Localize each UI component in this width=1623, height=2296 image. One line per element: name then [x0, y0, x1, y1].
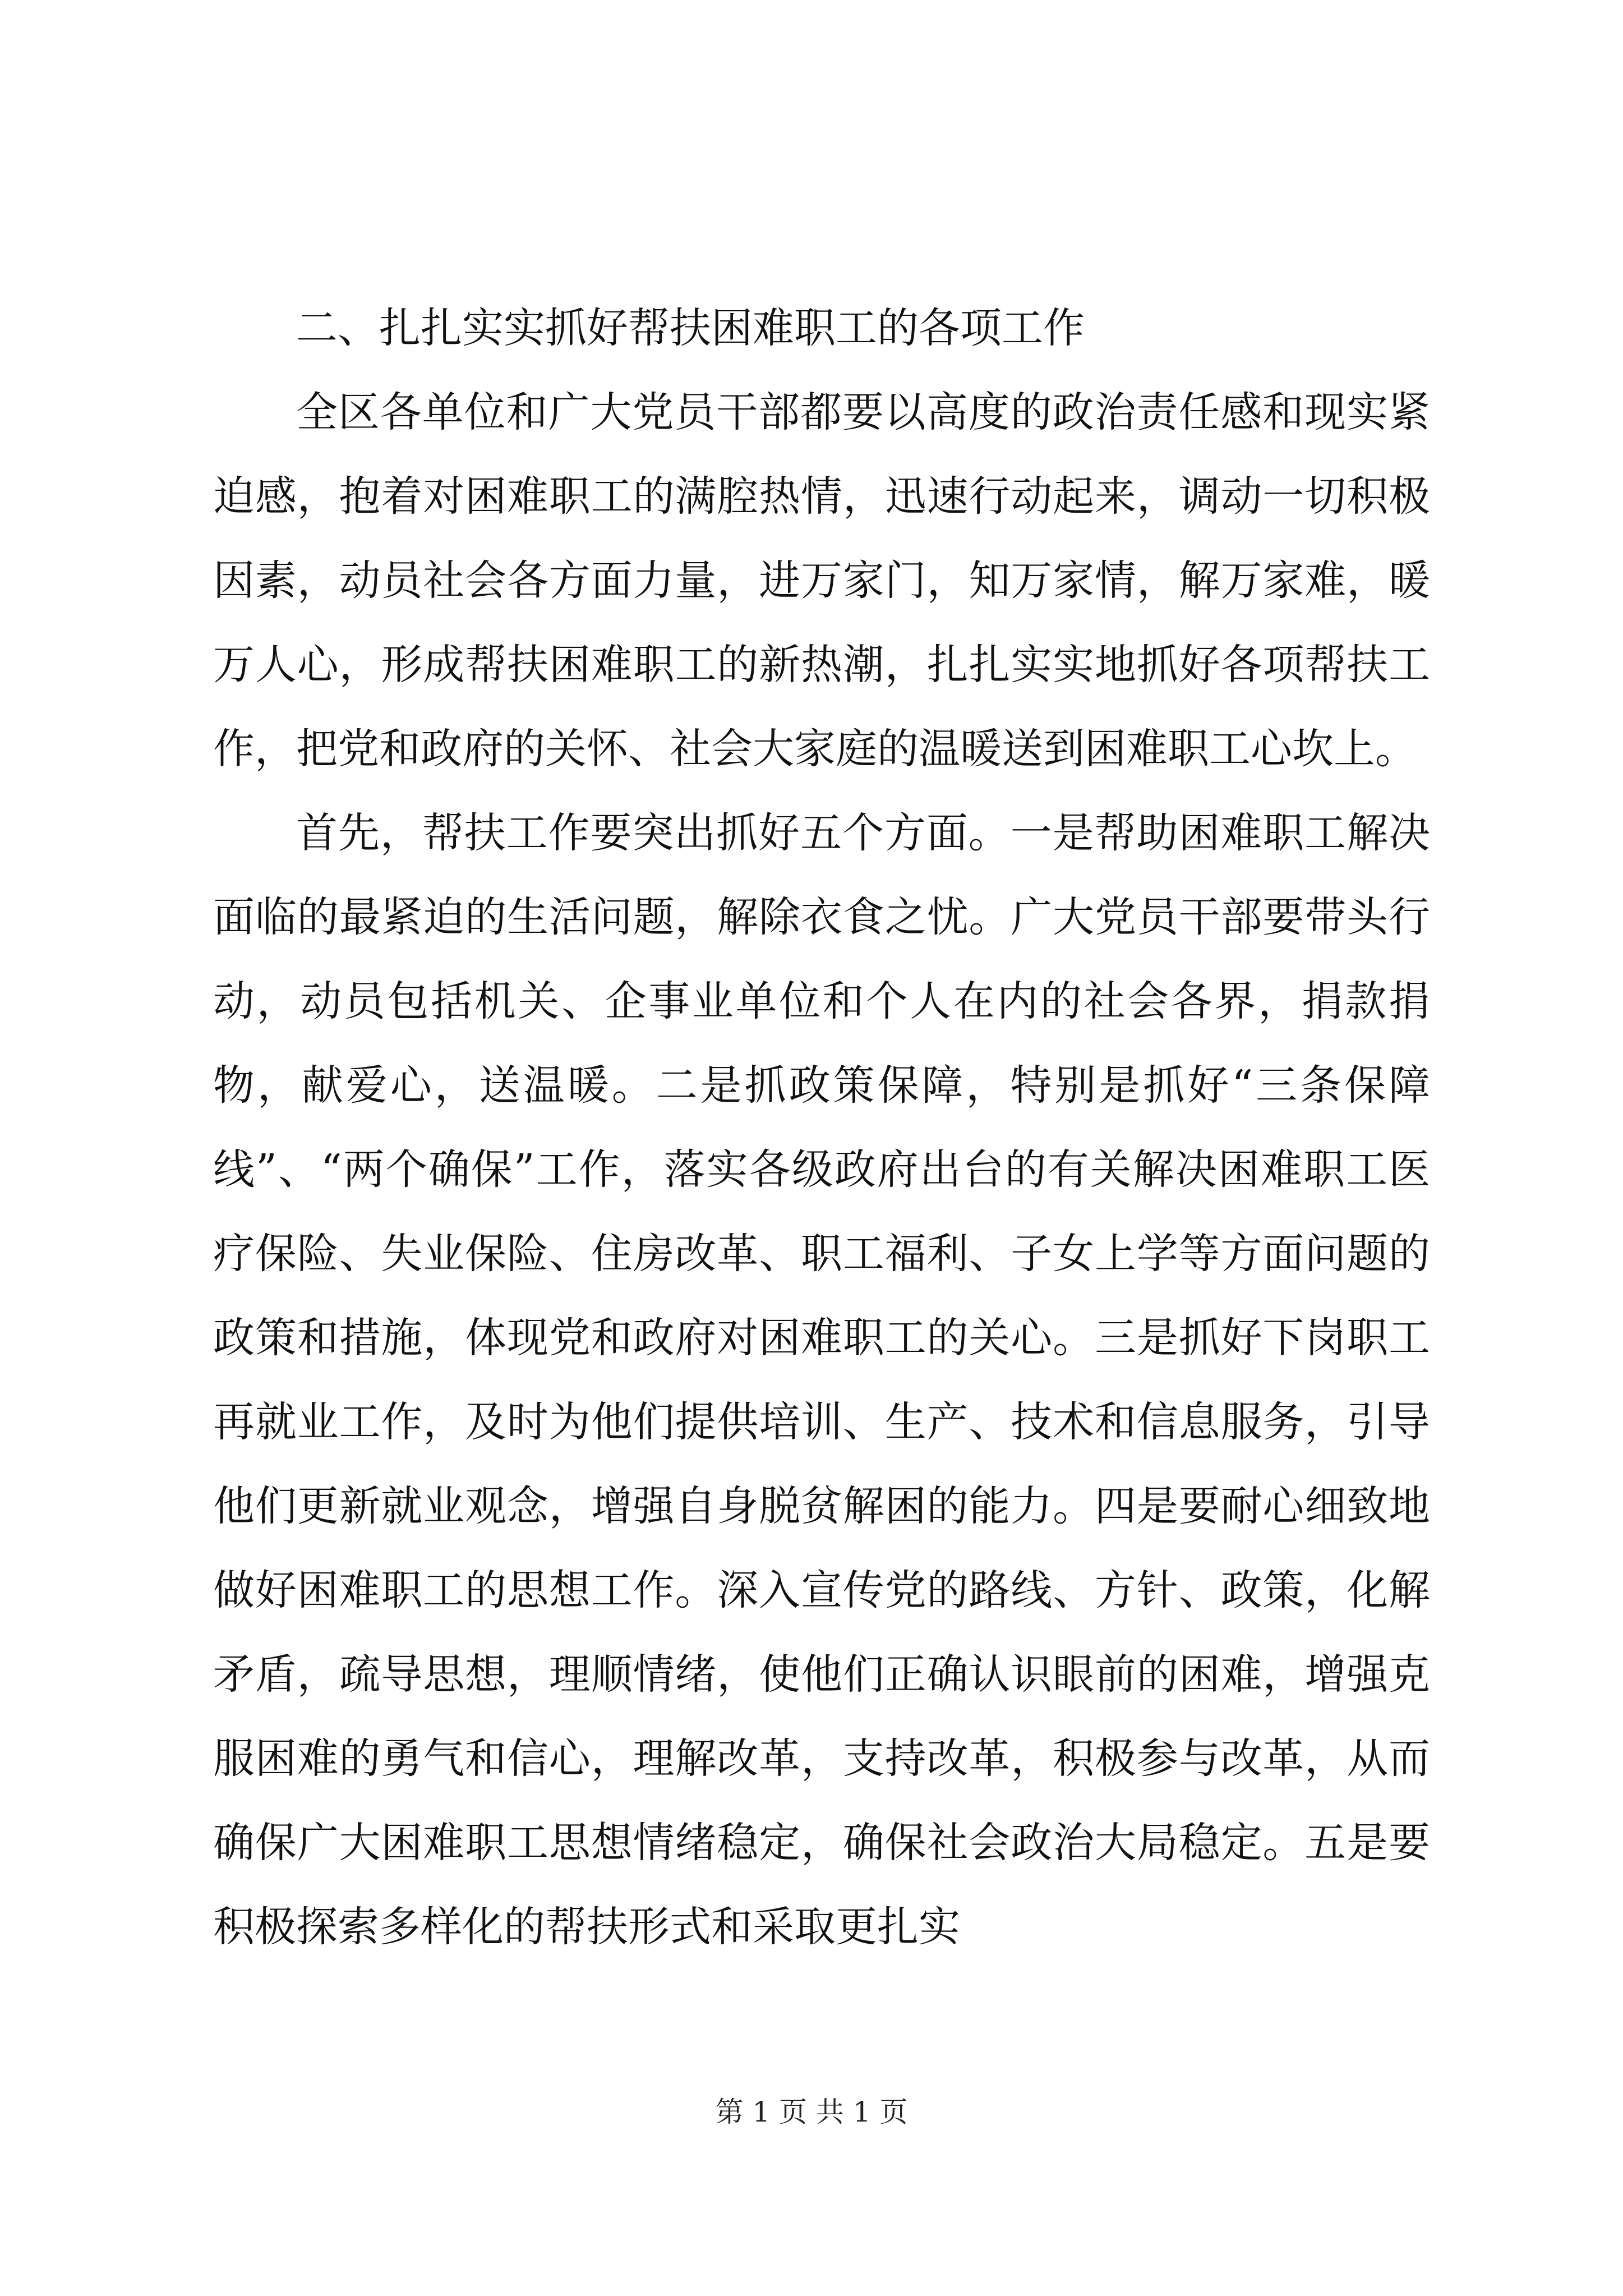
document-body: [213, 286, 1430, 1969]
page-footer: 第 1 页 共 1 页: [715, 2096, 908, 2128]
paragraph-2: 首先，帮扶工作要突出抓好五个方面。一是帮助困难职工解决面临的最紧迫的生活问题，解除衣食之忧。广大党员干部要带头行动，动员包括机关、企事业单位和个人在内的社会各界，捐款捐物，献爱心，送温暖。二是抓政策保障，特别是抓好“三条保障线”、“两个确保”工作，落实各级政府出台的有关解决困难职工医疗保险、失业保险、住房改革、职工福利、子女上学等方面问题的政策和措施，体现党和政府对困难职工的关心。三是抓好下岗职工再就业工作，及时为他们提供培训、生产、技术和信息服务，引导他们更新就业观念，增强自身脱贫解困的能力。四是要耐心细致地做好困难职工的思想工作。深入宣传党的路线、方针、政策，化解矛盾，疏导思想，理顺情绪，使他们正确认识眼前的困难，增强克服困难的勇气和信心，理解改革，支持改革，积极参与改革，从而确保广大困难职工思想情绪稳定，确保社会政治大局稳定。五是要积极探索多样化的帮扶形式和采取更扎实: [213, 809, 1430, 1951]
paragraph-1: 全区各单位和广大党员干部都要以高度的政治责任感和现实紧迫感，抱着对困难职工的满腔热情，迅速行动起来，调动一切积极因素，动员社会各方面力量，进万家门，知万家情，解万家难，暖万人心，形成帮扶困难职工的新热潮，扎扎实实地抓好各项帮扶工作，把党和政府的关怀、社会大家庭的温暖送到困难职工心坎上。: [213, 388, 1430, 773]
section-heading: 二、扎扎实实抓好帮扶困难职工的各项工作: [296, 304, 1085, 352]
